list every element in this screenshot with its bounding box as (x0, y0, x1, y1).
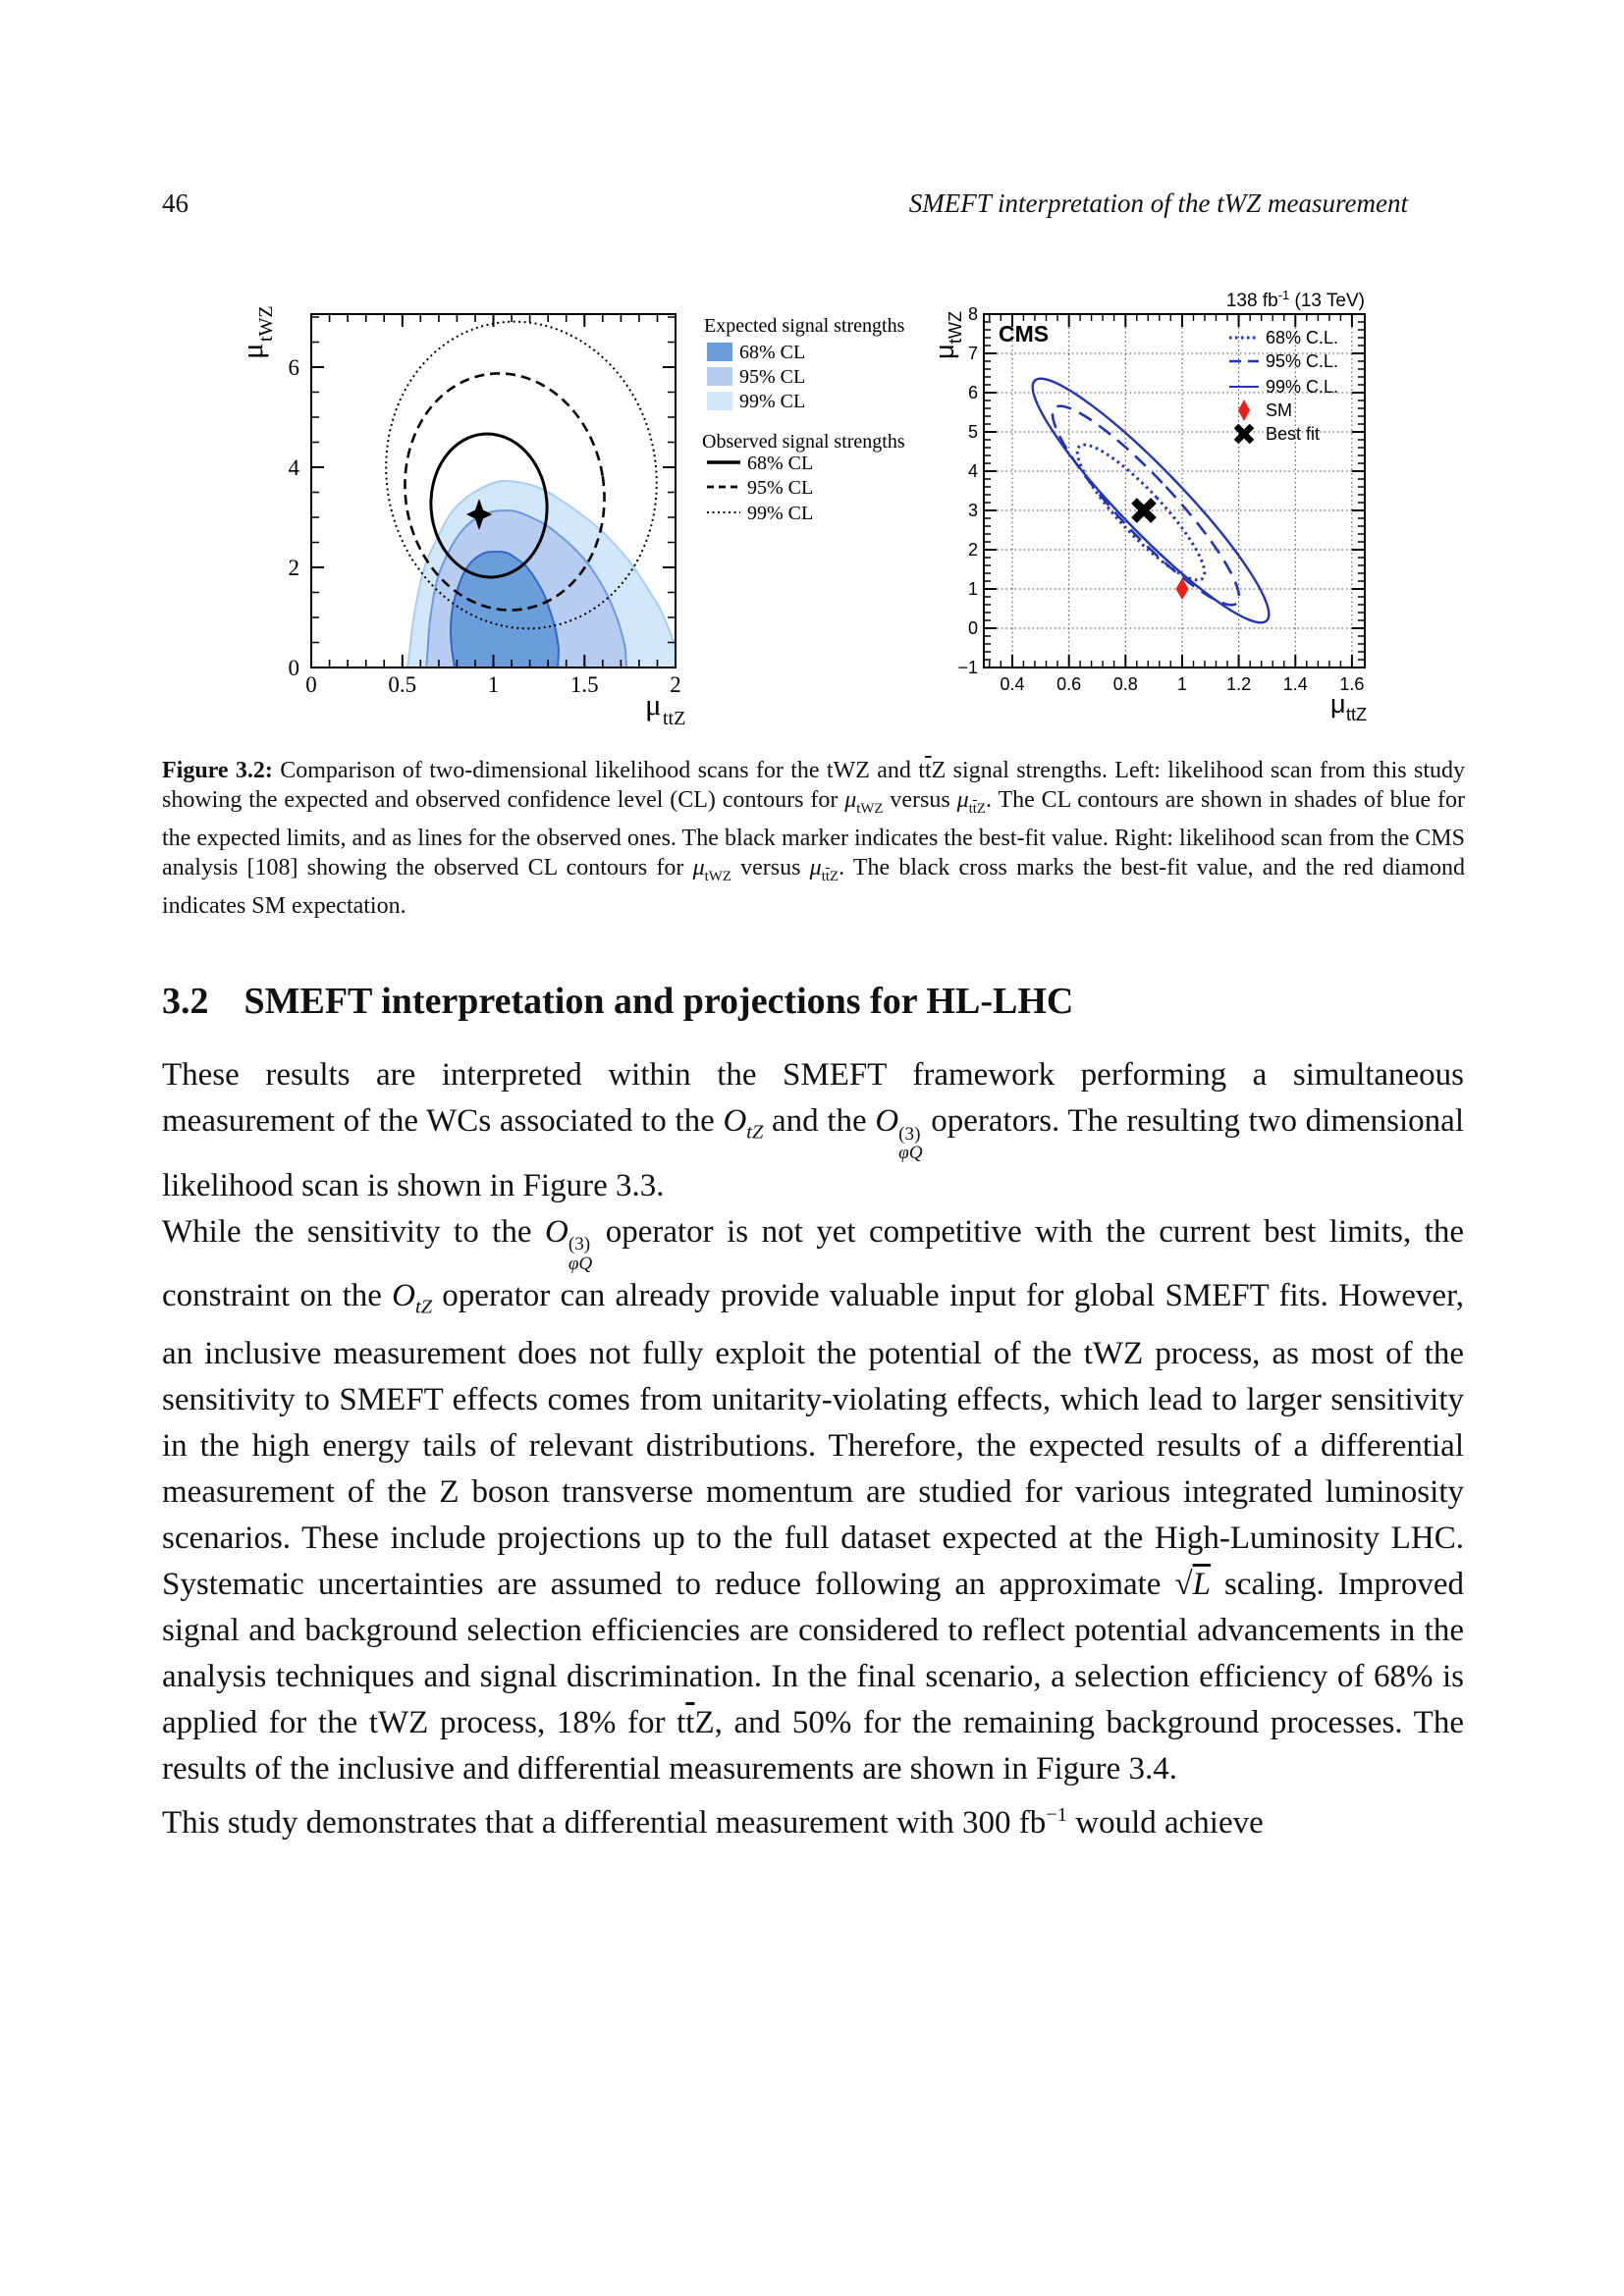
cms-legend-label-best-fit: Best fit (1266, 424, 1321, 444)
y-axis-title-mu: μ (235, 343, 269, 359)
luminosity-label: 138 $fb^{-1}$ (13 TeV) (1225, 288, 1365, 311)
section-number: 3.2 (162, 981, 209, 1022)
y-tick-label: 0 (288, 656, 299, 680)
cms-best-fit-cross-marker (1134, 501, 1154, 520)
expected-contours (407, 481, 676, 667)
body-paragraph-1: These results are interpreted within the SMEFT framework performing a simultaneous measurement of the WCs associated to the $O_{tZ}$ and the O (3) φQ operators. The resulting two dimensional likelihood scan is shown in Figure 3.3. (162, 1057, 1464, 1203)
x-axis-title-sub: ttZ (663, 708, 686, 729)
y-tick-label: 8 (967, 304, 978, 324)
figure-canvas (201, 257, 1429, 748)
y-tick-label: 5 (967, 422, 978, 442)
x-tick-label: 2 (670, 672, 681, 697)
page-header (162, 188, 1463, 218)
cms-legend-label-95: 95% C.L. (1266, 351, 1339, 371)
y-axis-title-mu: μ (930, 344, 959, 359)
y-tick-label: 4 (288, 455, 299, 480)
legend-label-observed-68: 68% CL (747, 453, 814, 474)
section-title: SMEFT interpretation and projections for HL-LHC (244, 981, 1074, 1022)
x-axis-title-mu: μ (1330, 689, 1346, 719)
y-tick-label: 2 (288, 556, 299, 580)
x-tick-label: 1.4 (1282, 674, 1308, 694)
figure-caption: Figure 3.2: Comparison of two-dimensional likelihood scans for the tWZ and $t\overline{t}Z$ signal strengths. Left: likelihood scan from this study showing the expected and observed confidence level (CL) contours for $\mu_{tWZ}$ versus $\mu_{t\overline{t}Z}$. The CL contours are shown in shades of blue for the expected limits, and as lines for the observed ones. The black marker indicates the best-fit value. Right: likelihood scan from the CMS analysis [108] showing the observed CL contours for $\mu_{tWZ}$ versus $\mu_{t\overline{t}Z}$. The black cross marks the best-fit value, and the red diamond indicates SM expectation. (162, 758, 1466, 919)
figure-3-2 (201, 257, 1429, 748)
left-likelihood-plot (235, 298, 685, 729)
y-tick-label: 6 (967, 383, 978, 402)
y-tick-label: 2 (967, 540, 978, 560)
y-tick-label: 6 (288, 355, 299, 380)
x-tick-label: 0.4 (1000, 674, 1025, 694)
y-tick-label: 0 (967, 618, 978, 638)
cms-label: CMS (999, 321, 1050, 347)
x-tick-label: 0.8 (1112, 674, 1138, 694)
x-tick-label: 1.2 (1226, 674, 1252, 694)
y-axis-title-sub: tWZ (255, 305, 277, 342)
y-tick-label: 4 (967, 461, 978, 481)
figure-legend (702, 315, 905, 524)
body-paragraph-3: This study demonstrates that a differential measurement with 300 $fb^{-1}$ would achieve (162, 1803, 1264, 1841)
legend-swatch-95cl (707, 367, 732, 386)
legend-label-expected-68: 68% CL (739, 342, 806, 363)
x-tick-label: 0.6 (1056, 674, 1082, 694)
legend-swatch-68cl (707, 343, 732, 361)
cms-legend (1229, 328, 1338, 444)
legend-label-observed-95: 95% CL (747, 477, 814, 499)
x-tick-label: 1 (1176, 674, 1188, 694)
running-title: SMEFT interpretation of the tWZ measurement (908, 188, 1408, 218)
cms-legend-label-68: 68% C.L. (1266, 328, 1339, 347)
x-tick-label: 1.6 (1339, 674, 1365, 694)
y-tick-label: −1 (957, 658, 978, 677)
legend-swatch-99cl (707, 392, 732, 410)
cms-legend-label-99: 99% C.L. (1266, 377, 1339, 397)
cms-likelihood-plot (930, 288, 1367, 724)
section-heading (162, 980, 1465, 1023)
x-axis-title-mu: μ (645, 687, 662, 721)
y-tick-label: 3 (967, 501, 978, 520)
body-text (162, 1052, 1464, 1846)
x-tick-label: 1 (487, 672, 500, 697)
y-tick-label: 7 (967, 344, 978, 363)
expected-legend-title: Expected signal strengths (704, 315, 905, 337)
x-tick-label: 1.5 (569, 672, 599, 697)
x-tick-label: 0 (305, 672, 317, 697)
cms-legend-label-sm: SM (1266, 400, 1292, 420)
cms-legend-sm-diamond-icon (1238, 400, 1250, 421)
legend-label-observed-99: 99% CL (747, 503, 814, 524)
y-axis-title-sub: tWZ (946, 311, 965, 344)
page-number: 46 (162, 188, 189, 218)
body-paragraph-2: While the sensitivity to the O (3) φQ operator is not yet competitive with the current best limits, the constraint on the $O_{tZ}$ operator can already provide valuable input for global SMEFT fits. However, an inclusive measurement does not fully exploit the potential of the tWZ process, as most of the sensitivity to SMEFT effects comes from unitarity-violating effects, which lead to larger sensitivity in the high energy tails of relevant distributions. Therefore, the expected results of a differential measurement of the Z boson transverse momentum are studied for various integrated luminosity scenarios. These include projections up to the full dataset expected at the High-Luminosity LHC. Systematic uncertainties are assumed to reduce following an approximate √L scaling. Improved signal and background selection efficiencies are considered to reflect potential advancements in the analysis techniques and signal discrimination. In the final scenario, a selection efficiency of 68% is applied for the tWZ process, 18% for $t\overline{t}Z$, and 50% for the remaining background processes. The results of the inclusive and differential measurements are shown in Figure 3.4. (162, 1213, 1464, 1787)
y-tick-label: 1 (967, 579, 978, 599)
observed-legend-title: Observed signal strengths (702, 431, 905, 453)
legend-label-expected-99: 99% CL (739, 391, 806, 412)
legend-label-expected-95: 95% CL (739, 366, 806, 388)
x-axis-title-sub: ttZ (1346, 705, 1367, 724)
x-tick-label: 0.5 (388, 672, 417, 697)
